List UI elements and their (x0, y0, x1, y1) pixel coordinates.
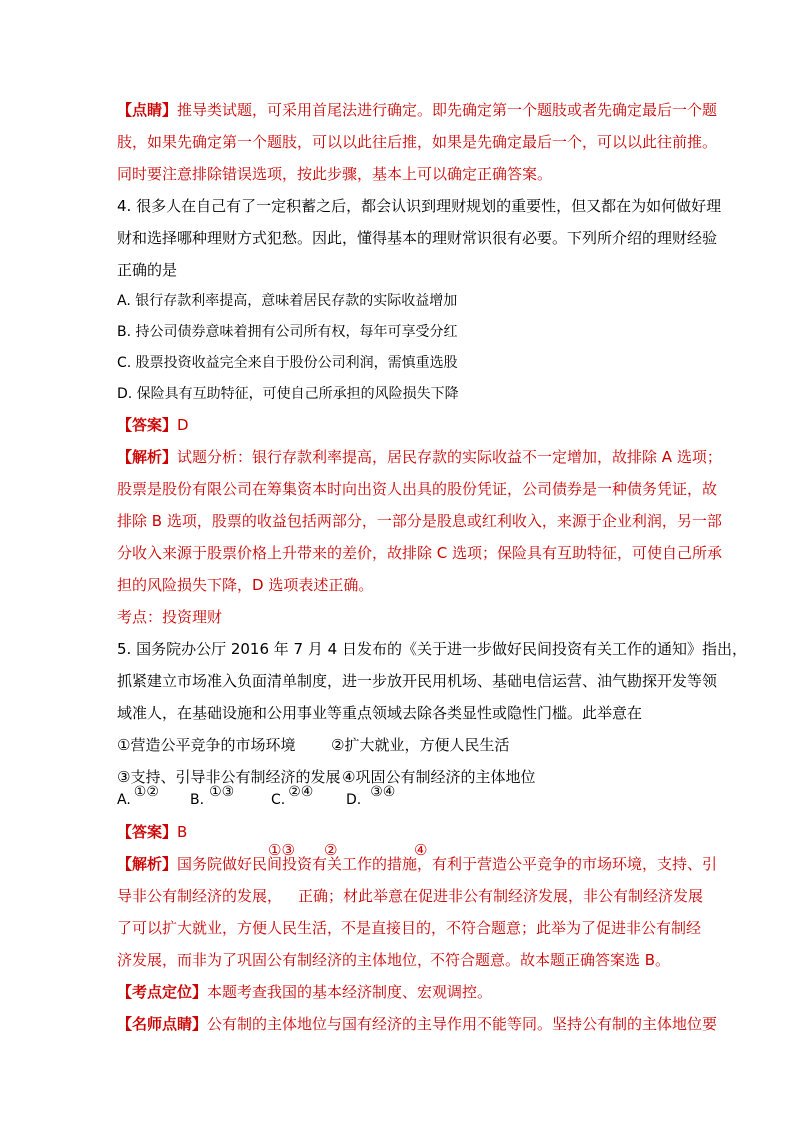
q5-stem-line-2: 抓紧建立市场准入负面清单制度，进一步放开民用机场、基础电信运营、油气勘探开发等领 (117, 672, 718, 690)
q5-mingshi-tag: 【名师点睛】 (117, 1015, 208, 1033)
q4-stem-line-1: 4. 很多人在自己有了一定积蓄之后，都会认识到理财规划的重要性，但又都在为如何做好理 (117, 197, 722, 215)
q5-item-1: ①营造公平竞争的市场环境 (117, 736, 296, 754)
q5-kaodian-tag: 【考点定位】 (117, 983, 208, 1001)
q4-analysis-line-5: 担的风险损失下降，D 选项表述正确。 (117, 576, 374, 594)
q5-choice-a-label: A. (117, 792, 131, 808)
q5-item-4: ④巩固公有制经济的主体地位 (342, 768, 536, 786)
dianjing-tag: 【点睛】 (117, 101, 178, 119)
q4-answer-value: D (177, 416, 189, 434)
q4-analysis-tag: 【解析】 (117, 448, 178, 466)
q5-choice-a-value: ①② (133, 784, 159, 800)
q5-answer (117, 822, 187, 842)
q5-item-2: ②扩大就业，方便人民生活 (331, 736, 510, 754)
q4-analysis-line-4: 分收入来源于股票价格上升带来的差价，故排除 C 选项；保险具有互助特征，可使自己所承 (117, 544, 723, 562)
q5-analysis-line-4a: 济发展，而非为了巩固公有制经济的主体地位， (117, 951, 433, 969)
q4-kaodian: 考点：投资理财 (117, 608, 223, 626)
q4-option-c: C. 股票投资收益完全来自于股份公司利润，需慎重选股 (117, 355, 458, 371)
q5-analysis-line-3b: 不是直接目的，不符合题意；此举为了促进非公有制经 (341, 919, 702, 937)
q5-analysis-line-2b: 正确；材此举意在促进非公有制经济发展，非公有制经济发展 (298, 887, 704, 905)
q5-choice-b-value: ①③ (209, 784, 235, 800)
q5-floating-marker-13: ①③ (268, 841, 295, 859)
dianjing-line-2: 肢，如果先确定第一个题肢，可以以此往后推，如果是先确定最后一个，可以以此往前推。 (117, 133, 718, 151)
q5-floating-marker-4: ④ (414, 841, 428, 859)
q5-choice-a (117, 784, 159, 810)
q5-choice-c (271, 784, 314, 810)
q4-analysis-line-1 (117, 447, 722, 467)
q5-choice-c-label: C. (271, 792, 286, 808)
q5-answer-value: B (177, 823, 188, 841)
q4-analysis-line-3: 排除 B 选项，股票的收益包括两部分，一部分是股息或红利收入，来源于企业利润，另一部 (117, 512, 722, 530)
q5-floating-marker-2: ② (324, 841, 338, 859)
q5-stem-line-1: 5. 国务院办公厅 2016 年 7 月 4 日发布的《关于进一步做好民间投资有关工作的通知》指出， (117, 640, 747, 658)
dianjing-line-3: 同时要注意排除错误选项，按此步骤，基本上可以确定正确答案。 (117, 165, 553, 183)
q5-choice-b-label: B. (190, 792, 205, 808)
q5-choice-d (346, 784, 396, 810)
dianjing-line-1 (117, 100, 717, 120)
q5-choice-d-value: ③④ (370, 784, 396, 800)
q5-mingshi-text: 公有制的主体地位与国有经济的主导作用不能等同。坚持公有制的主体地位要 (207, 1015, 718, 1033)
q5-choice-c-value: ②④ (288, 784, 314, 800)
q4-analysis-text-1: 试题分析：银行存款利率提高，居民存款的实际收益不一定增加，故排除 A 选项； (177, 448, 722, 466)
dianjing-text-1: 推导类试题，可采用首尾法进行确定。即先确定第一个题肢或者先确定最后一个题 (177, 101, 718, 119)
q4-answer-tag: 【答案】 (117, 416, 178, 434)
q5-analysis-line-1 (117, 854, 717, 874)
q4-analysis-line-2: 股票是股份有限公司在筹集资本时向出资人出具的股份凭证，公司债券是一种债务凭证，故 (117, 480, 718, 498)
q4-stem-line-2: 财和选择哪种理财方式犯愁。因此，懂得基本的理财常识很有必要。下列所介绍的理财经验 (117, 229, 718, 247)
q4-option-b: B. 持公司债券意味着拥有公司所有权，每年可享受分红 (117, 324, 458, 340)
q5-choice-b (190, 784, 235, 810)
q5-kaodian-text: 本题考查我国的基本经济制度、宏观调控。 (207, 983, 493, 1001)
q5-choice-d-label: D. (346, 792, 362, 808)
q5-analysis-line-3a: 了可以扩大就业，方便人民生活， (117, 919, 343, 937)
q5-item-3: ③支持、引导非公有制经济的发展 (117, 768, 341, 786)
q5-mingshi (117, 1014, 717, 1034)
q5-kaodian (117, 982, 492, 1002)
q5-stem-line-3: 域准人，在基础设施和公用事业等重点领域去除各类显性或隐性门槛。此举意在 (117, 704, 643, 722)
q5-analysis-text-1: 国务院做好民间投资有关工作的措施，有利于营造公平竞争的市场环境，支持、引 (177, 855, 718, 873)
q4-option-d: D. 保险具有互助特征，可使自己所承担的风险损失下降 (117, 386, 459, 402)
q4-answer (117, 415, 189, 435)
q5-analysis-line-4b: 不符合题意。故本题正确答案选 B。 (430, 951, 671, 969)
q5-analysis-line-2a: 导非公有制经济的发展， (117, 887, 283, 905)
q4-stem-line-3: 正确的是 (117, 261, 178, 279)
q5-answer-tag: 【答案】 (117, 823, 178, 841)
q4-option-a: A. 银行存款利率提高，意味着居民存款的实际收益增加 (117, 293, 458, 309)
q5-analysis-tag: 【解析】 (117, 855, 178, 873)
